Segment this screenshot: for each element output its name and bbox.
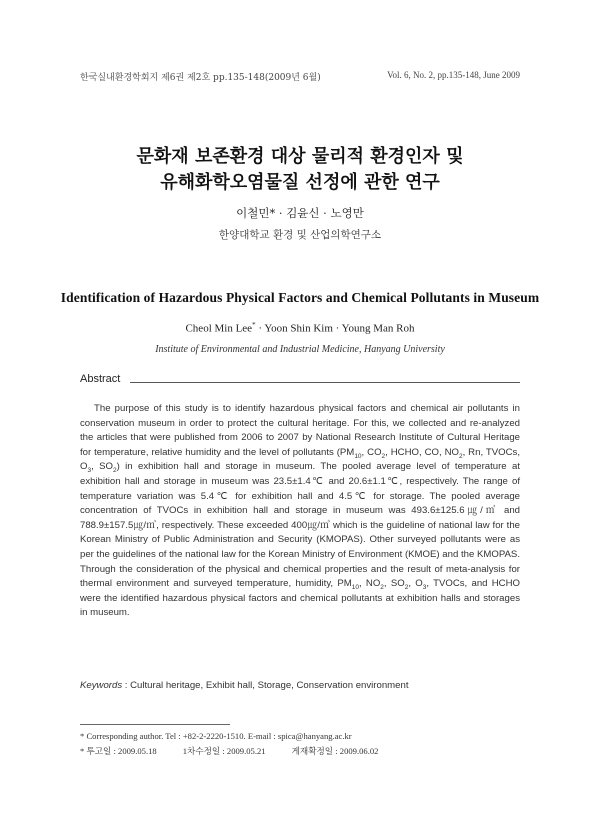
english-title: Identification of Hazardous Physical Factors and Chemical Pollutants in Museum: [60, 290, 540, 305]
abstract-body: The purpose of this study is to identify hazardous physical factors and chemical air pollutants in conservation museum in order to protect the cultural heritage. For this, we collected and re-analyzed the articles that were published from 2006 to 2007 by National Research Institute of Cultural Heritage for temperature, relative humidity and the level of pollutants ($PM_{10}$, $CO_2$, HCHO, CO, $NO_2$, Rn, TVOCs, $O_3$, $SO_2$) in exhibition hall and storage in museum. The pooled average level of temperature at exhibition hall and storage in museum was 23.5±1.4℃ and 20.6±1.1℃, respectively. The range of temperature variation was 5.4℃ for exhibition hall and 4.5℃ for storage. The pooled average concentration of TVOCs in exhibition hall and storage in museum was 493.6±125.6㎍/㎥ and 788.9±157.5㎍/㎥, respectively. These exceeded 400㎍/㎥ which is the guideline of national law for the Korean Ministry of Public Administration and Security (KMOPAS). Other surveyed pollutants were as per the guidelines of the national law for the Korean Ministry of Environment (KMOE) and the KMOPAS. Through the consideration of the physical and chemical properties and the result of meta-analysis for thermal environment and surveyed temperature, humidity, $PM_{10}$, $NO_2$, $SO_2$, $O_3$, TVOCs, and HCHO were the identified hazardous physical factors and chemical pollutants at exhibition halls and storages in museum.: [80, 403, 520, 619]
date-revised: 1차수정일 : 2009.05.21: [182, 746, 266, 756]
english-affiliation: Institute of Environmental and Industrial Medicine, Hanyang University: [155, 344, 445, 355]
english-authors: [0, 321, 600, 335]
author-primary: Cheol Min Lee: [185, 322, 253, 335]
corresponding-mark: *: [252, 321, 256, 329]
abstract-rule: [130, 382, 520, 383]
footnote-dates: [80, 745, 378, 757]
korean-authors: 이철민* · 김윤신 · 노영만: [236, 206, 364, 220]
korean-title: [0, 144, 600, 196]
korean-affiliation: 한양대학교 환경 및 산업의학연구소: [218, 229, 382, 241]
date-accepted: 게재확정일 : 2009.06.02: [291, 746, 379, 756]
footnote-corresponding: * Corresponding author. Tel : +82-2-2220-1510. E-mail : spica@hanyang.ac.kr: [80, 731, 352, 741]
korean-title-line2: 유해화학오염물질 선정에 관한 연구: [160, 172, 440, 193]
running-head-english: Vol. 6, No. 2, pp.135-148, June 2009: [387, 70, 520, 80]
korean-title-line1: 문화재 보존환경 대상 물리적 환경인자 및: [136, 146, 464, 167]
keywords: [80, 680, 520, 691]
author-others: · Yoon Shin Kim · Young Man Roh: [255, 322, 415, 335]
abstract-label: Abstract: [80, 373, 121, 385]
keywords-text: : Cultural heritage, Exhibit hall, Storage, Conservation environment: [122, 680, 409, 691]
date-received: * 투고일 : 2009.05.18: [80, 746, 157, 756]
keywords-label: Keywords: [80, 680, 123, 691]
running-head-korean: 한국실내환경학회지 제6권 제2호 pp.135-148(2009년 6월): [80, 73, 321, 83]
footnote-rule: [80, 724, 230, 725]
abstract-heading: [80, 373, 520, 387]
